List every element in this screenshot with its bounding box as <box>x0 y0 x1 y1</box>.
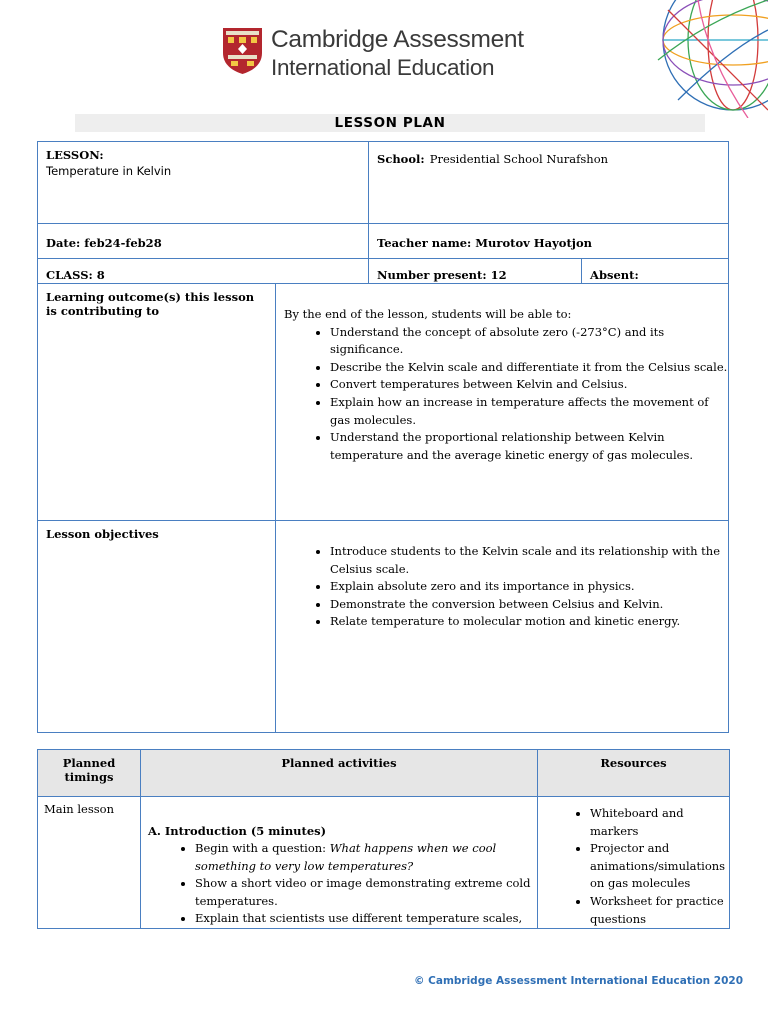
class-cell <box>38 259 369 284</box>
activities-cell <box>141 797 538 929</box>
class-label: CLASS: 8 <box>46 268 105 282</box>
list-item: • Introduce students to the Kelvin scale and its relationship with the Celsius scale. <box>330 543 728 578</box>
activities-header: Planned activities <box>141 750 538 797</box>
lesson-label: LESSON: <box>46 148 104 162</box>
list-item: • Convert temperatures between Kelvin and Celsius. <box>330 376 728 394</box>
teacher-cell <box>369 224 729 259</box>
cambridge-shield-icon <box>222 27 263 75</box>
absent-cell <box>582 259 729 284</box>
list-item: • Explain how an increase in temperature affects the movement of gas molecules. <box>330 394 728 429</box>
list-item: • Begin with a question: What happens when we cool something to very low temperatures? <box>195 840 531 875</box>
list-item: • Show a short video or image demonstrating extreme cold temperatures. <box>195 875 531 910</box>
outcomes-label-cell <box>38 284 276 521</box>
activities-list <box>141 840 537 928</box>
date-label: Date: feb24-feb28 <box>46 236 162 250</box>
date-cell <box>38 224 369 259</box>
main-lesson-cell <box>38 797 141 929</box>
lesson-cell <box>38 142 369 224</box>
lesson-info-table <box>37 141 729 733</box>
school-cell <box>369 142 729 224</box>
lesson-value: Temperature in Kelvin <box>46 164 172 178</box>
list-item: • Explain absolute zero and its importance in physics. <box>330 578 728 596</box>
list-item: • Whiteboard and markers <box>590 805 727 840</box>
objectives-label: Lesson objectives <box>46 527 159 541</box>
section-title: A. Introduction (5 minutes) <box>148 824 327 838</box>
list-item: • Relate temperature to molecular motion and kinetic energy. <box>330 613 728 631</box>
copyright-footer: © Cambridge Assessment International Education 2020 <box>414 975 744 987</box>
list-item: • Understand the proportional relationship between Kelvin temperature and the average kinetic energy of gas molecules. <box>330 429 728 464</box>
list-item: • Projector and animations/simulations on gas molecules <box>590 840 727 893</box>
planned-activities-table <box>37 749 730 929</box>
resources-list <box>538 805 729 928</box>
outcomes-content-cell <box>276 284 729 521</box>
absent-label: Absent: <box>590 268 639 282</box>
outcomes-list <box>276 324 728 465</box>
main-lesson-label: Main lesson <box>44 802 114 816</box>
list-item: • Worksheet for practice questions <box>590 893 727 928</box>
lesson-plan-title: LESSON PLAN <box>75 114 705 132</box>
outcomes-intro: By the end of the lesson, students will be able to: <box>284 307 572 321</box>
present-cell <box>369 259 582 284</box>
objectives-list <box>276 543 728 631</box>
objectives-label-cell <box>38 521 276 733</box>
timings-header: Planned timings <box>38 750 141 797</box>
resources-cell <box>538 797 730 929</box>
school-value: Presidential School Nurafshon <box>429 152 609 166</box>
resources-header: Resources <box>538 750 730 797</box>
objectives-content-cell <box>276 521 729 733</box>
list-item: • Understand the concept of absolute zero (-273°C) and its significance. <box>330 324 728 359</box>
list-item: • Describe the Kelvin scale and differentiate it from the Celsius scale. <box>330 359 728 377</box>
list-item: • Explain that scientists use different temperature scales, <box>195 910 531 928</box>
cambridge-logo <box>222 27 524 79</box>
org-name-line2: International Education <box>271 54 495 80</box>
school-label: School: <box>377 152 425 166</box>
teacher-label: Teacher name: Murotov Hayotjon <box>377 236 592 250</box>
org-name-line1: Cambridge Assessment <box>271 26 524 53</box>
list-item: • Demonstrate the conversion between Celsius and Kelvin. <box>330 596 728 614</box>
outcomes-label: Learning outcome(s) this lesson is contributing to <box>46 290 255 318</box>
present-label: Number present: 12 <box>377 268 507 282</box>
globe-decoration-icon <box>638 0 768 118</box>
